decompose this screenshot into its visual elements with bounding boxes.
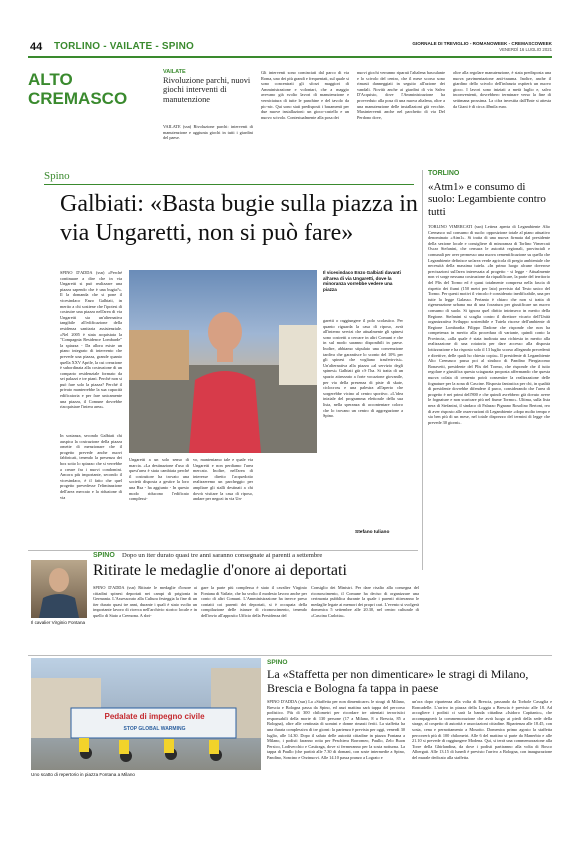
vailate-col2: Gli interventi sono cominciati dal parco di via Roma, uno dei più grandi e frequentati, sul quale si sono concentrati gli sforzi maggiori di Amministrazione e volontari, che a maggio avevano già svolto lavori di manutenzione e verniciatura di tutte le panchine e del tavolo da pic-nic. Qui sono stati predisposti i basamenti per due nuove installazioni: un gioco-castello e un nuovo scivolo. Contestualmente alla posa dei bbox=[261, 70, 349, 120]
medals-kicker: SPINO bbox=[93, 552, 115, 559]
spino-rule bbox=[44, 184, 414, 185]
galbiati-photo bbox=[129, 270, 317, 453]
issue-date: VENERDÌ 16 LUGLIO 2021 bbox=[499, 47, 552, 52]
medals-col2: gare la parte più complessa è stato il cavalier Virginio Fontana di Vailate, che ha svolto il modesto lavoro anche per conto di altri Comuni. L'Amministrazione ha invece preso contatti coi parenti dei deportati, si è occupata della compilazione delle istanze di riconoscimento, tenendo dell'invio all'apposito Ufficio della Presidenza del bbox=[201, 585, 307, 618]
spino-col1b: In sostanza, secondo Galbiati chi auspica la costruzione della piazza omette di menzionare che il progetto prevede anche nuovi fabbricati, tenendo la presenza dei box sotto lo spiazzo che si verrebbe a creare fra i nuovi condomini. Ancora più importante, secondo il vicesindaco, è il fatto che quel progetto prevedesse l'eliminazione dell'area mercato e la riduzione di via bbox=[60, 433, 122, 500]
vailate-col3: nuovi giochi verranno riparati l'altalena basculante e lo scivolo del centro, che il mese scorso sono rimasti danneggiati in seguito all'azione dei vandali. Novità anche ai giardini di via Salvo D'Acquisto, dove l'Amministrazione ha provveduto alla posa di una nuova altalena, oltre a una manutenzione delle installazioni già vecchie. Maxinterventi anche nel parchetto di via Del Perdono dove, bbox=[357, 70, 445, 120]
region-line2: CREMASCO bbox=[28, 89, 128, 108]
spino-col1: SPINO D'ADDA (ssn) «Perché continuare a dire che in via Ungaretti si può realizzare una piazza sapendo che è una bugia?». Il la domanda che si pone il vicesindaco Enzo Galbiati, in merito a chi sostiene che l'ipotesi di costruire una piazza nell'area di via Ungaretti sia un'alternativa tangibile all'edificazione della residenza sanitaria assistenziale. «Nel 2005 è stata acquistata la "Compagnia Residence Lombarde" la spiazza - Da allora esiste un piano integrato di intervento che prevede una piazza, grande quanto quella XXV Aprile, la cui creazione è subordinata alla costruzione di un comparto residenziale formato da sei palazzi e tre piani. Perché non si può fare solo la piazza? Perché il privato manterrebbe la sua capacità edificatoria e per fare unicamente una piazza, il Comune dovrebbe riacquistare l'intera area». bbox=[60, 270, 122, 410]
header-rule bbox=[28, 56, 552, 58]
staffetta-banner: Pedalate di impegno civile bbox=[104, 712, 205, 721]
staffetta-col1: SPINO D'ADDA (ssn) La «Staffetta per non dimenticare» le stragi di Milano, Brescia e Bologna passa da Spino, ed anzi mattina sarà tappa del percorso podistico. Più di 300 chilometri per ricordare tre attentati terroristici responsabili della morte di 130 persone (17 a Milano, 8 a Brescia, 85 a Bologna), oltre alle centinaia di uomini e donne rimasti feriti. La staffetta ha una durata complessiva di tre giorni: la partenza è prevista per oggi, venerdì 30 luglio, alle 14.30. Dopo il saluto delle autorità cittadine in piazza Fontana a Milano, i podisti faranno rotta per Peschiera Borromeo, Paullo, Zelo Buon Persico, Lodivecchio e Castiraga, dove si fermeranno per la sosta notturna. La tappa di Paullo (che partirà alle 7.30 di domani, con soste intermedie a Spino, Pandino, Soncino e Orzinuovi. Alle 14.10 passa pranzo a Lograto e bbox=[267, 699, 405, 760]
fontana-photo-illustration bbox=[31, 560, 87, 618]
vailate-article bbox=[163, 69, 553, 157]
paper-name: GIORNALE DI TREVIGLIO - ROMANOWEEK - CREMASCOWEEK bbox=[412, 41, 552, 46]
spino-headline: Galbiati: «Basta bugie sulla piazza in via Ungaretti, non si può fare» bbox=[60, 191, 418, 246]
galbiati-photo-illustration bbox=[129, 270, 317, 453]
staffetta-kicker: SPINO bbox=[267, 659, 288, 666]
vailate-kicker: VAILATE bbox=[163, 69, 186, 75]
staffetta-photo bbox=[31, 658, 261, 770]
staffetta-top-rule bbox=[28, 655, 552, 656]
page-number: 44 bbox=[30, 41, 43, 53]
region-banner bbox=[28, 70, 156, 132]
fontana-caption: Il cavalier Virginio Fontana bbox=[31, 620, 86, 625]
spino-col3: vo, manteniamo tale e quale via Ungaretti e non perdiamo l'area mercato. Inoltre, nell'area di interesse diretto l'acquedotto realizzeremo un parcheggio per ampliare gli stalli destinati a chi dovrà visitare la casa di riposo, andare per negozi in via Un- bbox=[193, 457, 253, 502]
torlino-divider bbox=[422, 170, 423, 570]
fontana-photo bbox=[31, 560, 87, 618]
page-header bbox=[28, 41, 552, 55]
vailate-col4: oltre alla regolare manutenzione, è stata predisposta una nuova pavimentazione anti-trauma. Inoltre, anche il giardino dello scivolo dell'infanzia ospiterà un nuovo gioco. I lavori sono iniziati a metà luglio e, salvo inconvenienti, dovrebbero terminare verso la fine di settimana prossima. La cifra investita dall'Ente si attesta da Giani è di circa 40mila euro. bbox=[453, 70, 551, 109]
staffetta-caption: Uno scatto di repertorio in piazza Fontana a Milano bbox=[31, 772, 135, 777]
spino-col2: Ungaretti a un solo senso di marcia. «La destinazione d'uso di quest'area è stata cambiata perché il costruttore ha trovato una società disposta a gestire la loro una Rsa - ha aggiunto - In questo modo riducono l'edificato complessi- bbox=[129, 457, 189, 502]
medals-col1: SPINO D'ADDA (ssn) Ritirate le medaglie d'onore ai cittadini spinesi deportati nei campi di prigionia in Germania. L'Assessorato alla Cultura festeggia la fine di un iter durato quasi tre anni, durante i quali è stato svolto un importante lavoro di ricerca nell'archivio storico locale e in quello di Stato a Cremona. A sbri- bbox=[93, 585, 197, 618]
spino-author: Stefano Iuliano bbox=[355, 530, 390, 535]
medals-headline: Ritirate le medaglie d'onore ai deportati bbox=[93, 562, 347, 579]
staffetta-col2: un'ora dopo ripartenza alla volta di Brescia, passando da Torbole Casaglia e Roncadelle. L'arrivo in piazza della Loggia a Brescia è previsto alle 18. Ad accogliere i podisti ci sarà la banda cittadina «Isidoro Capitanio», che accompagnerà la commemorazione che avrà luogo ai piedi della sede della strage, al cospetto di autorità e associazioni cittadine. Ripartenza alle 18.45, con sosta, cena e pernottamento a Mosotto. Domenica primo agosto la staffetta percorrerà più di 100 chilometri. Alle 6 del mattino si parte da Manerbio e alle 21.10 si prevede di raggiungere Modena. Qui, si terrà una commemorazione alla Torre della Ghirlandina, da dove i podisti partiranno alla volta di Bosco Albergati. Alle 13.15 di lunedì è previsto l'arrivo a Bologna, con inaugurazione del murale dedicato alla staffetta. bbox=[412, 699, 552, 760]
section-title: TORLINO - VAILATE - SPINO bbox=[54, 41, 194, 52]
vailate-title: Rivoluzione parchi, nuovi giochi interventi di manutenzione bbox=[163, 76, 251, 104]
spino-col4: garetti o raggiungere il polo scolastico. Per quanto riguarda la casa di riposo, avrà all'interno servizi che attualmente gli spinesi sono costretti a cercare in altri Comuni e che in sul modo saranno disponibili in paese. Inoltre, abbiamo stipulato una convenzione tardiva che garantisce lo sconto del 10% per gli spinesi che vogliano trasferirvisi». Un'alternativa alla piazza «al servizio degli spinesi» Galbiati già c'è l'ha. Si tratta di un spazio attrezzato a forte vocazione giovanile, per via della presenza di piste di skate, ciclocross e una palestra all'aperto che sorgerebbe vicino al centro sportivo. «L'idea iniziale del programma elettorale della sua lista, nella speranza di accontentare coloro che lo trovano un centro di aggregazione a Spino. bbox=[323, 318, 403, 419]
medals-col3: Consiglio dei Ministri. Per dare risalto alla consegna del riconoscimento, il Comune ha deciso di organizzare una cerimonia pubblica durante la quale i parenti ritireranno le medaglie legate ai memori dei propri cari. L'evento si svolgerà domenica 5 settembre alle 20.30, nel centro culturale di «Cascina Carlotta». bbox=[311, 585, 419, 618]
torlino-kicker: TORLINO bbox=[428, 170, 460, 177]
medals-subhead: Dopo un iter durato quasi tre anni saranno consegnate ai parenti a settembre bbox=[122, 552, 323, 559]
galbiati-caption: Il vicesindaco Enzo Galbiati davanti all'area di via Ungaretti, dove la minoranza vorrebbe vedere una piazza bbox=[323, 270, 401, 292]
spino-kicker: Spino bbox=[44, 170, 70, 182]
torlino-body: TORLINO VIMERCATI (ssn) Lettera aperta di Legambiente Alto Cremasco sul consumo di suolo: opposizione totale al piano attuativo denominato «Atm1». Si tratta di una nuova firmata dal presidente della sezione locale e consigliere di minoranza di Torlino Vimercati Oscar Stefanini, che censura le autorità regionali, provinciali e comunali per aver permesso una nuova cementificazione su quella che Legambiente definisce un'area verde agricola di pregio ambientale che necessità della massima tutela. «In primo luogo alcune doverose precisazioni sull'area interessata al progetto - si legge - Attualmente non vi sorge nessuna costruzione da riqualificare, la parte del territorio del Plis del Tormo ed è quasi totalmente compresa nella fascia di rispetto dei fiumi (150 metri per lato) previsto dal Testo unico del Tormo. Per questi motivi il vincolo è considerato inedificabile, una per tutte la legge Galasso. Pertanto è chiaro che non si tratta di rigenerazione urbana ma di una forzatura per giustificare un nuovo consumo di suolo. Si ignora quel diritto intrinseco in merito della Regione. Stefanini si scaglia contro il direttore vicario dell'Unità organizzativa Sviluppo sostenibile e Tutela risorse dell'ambiente di Regione Lombardia Filippo Dadone che risponde che non ha competenza in merito alla procedura di variante, quindi conto la Provincia, «alla quale è stata inoltrata una richiesta in merito alla realizzazione di una rotatoria per dare accesso alla disposta lottizzazione e ha risposto solo il 13 luglio scorso allegando precedenti e direttive, delle quali ho chiesto copia». Il presidente di Legambiente Alto Cremasco passa poi al sindaco di Pandino Piergiacomo Bonavetti, presidente del Plis del Tormo, che risponde che il tutto regolare e giustifica questa sciagurata proposta affermando che questa nuova colata di cemento potrà consentire la realizzazione delle fognature per la zona di Cascine. Risposta fantastica per chi, in qualità di presidente dovrebbe difendere il parco, considerando che l'area di progetto è nei primi dell'800 e che quindi avrebbero già dovuto avere le fognature e non scaricare più nel fiume Tormo». Ultima, sulla lista nera di Stefanini, il sindaco di Palazzo Pignano Rosolino Bertoni, reo di aver risposto alle osservazioni di Legambiente «dopo molto tempo e sia ben più di un mese, nel totale disprezzo del termini di legge che prevede 30 giorni». bbox=[428, 224, 550, 425]
medals-top-rule bbox=[28, 550, 418, 551]
staffetta-banner-sub: STOP GLOBAL WARMING bbox=[123, 726, 186, 732]
torlino-headline: «Atm1» e consumo di suolo: Legambiente contro tutti bbox=[428, 181, 546, 218]
vailate-body: VAILATE (ssn) Rivoluzione parchi: interventi di manutenzione e aggiunta giochi in tutti i giardini del paese. bbox=[163, 124, 253, 141]
region-line1: ALTO bbox=[28, 70, 73, 89]
staffetta-headline: La «Staffetta per non dimenticare» le stragi di Milano, Brescia e Bologna fa tappa in paese bbox=[267, 667, 529, 695]
